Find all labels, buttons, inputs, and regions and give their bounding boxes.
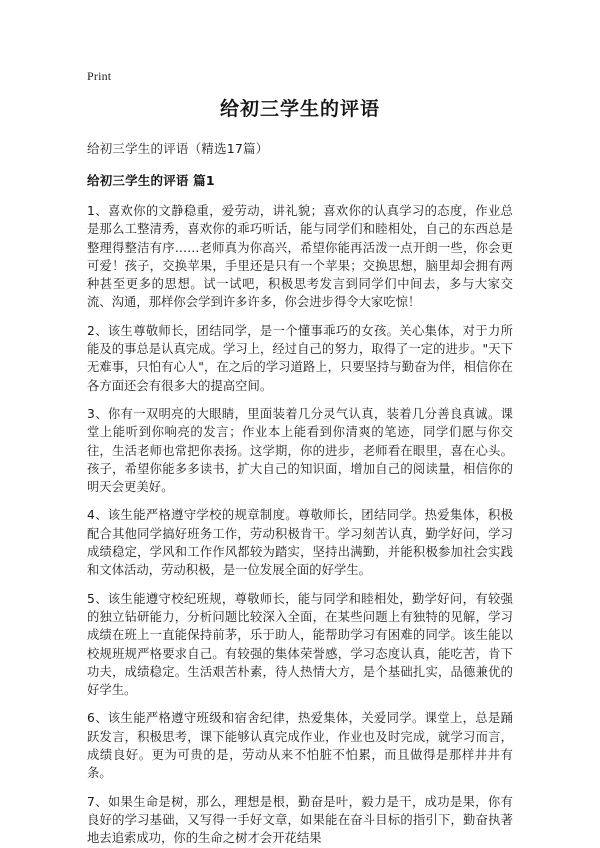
section-heading: 给初三学生的评语 篇1 <box>87 173 215 188</box>
document-subtitle: 给初三学生的评语（精选17篇） <box>87 141 269 156</box>
paragraph: 7、如果生命是树，那么，理想是根，勤奋是叶，毅力是干，成功是果，你有良好的学习基础，又写得一手好文章，如果能在奋斗目标的指引下，勤奋执著地去追索成功，你的生命之树才会开花结果 <box>87 794 513 846</box>
paragraph: 4、该生能严格遵守学校的规章制度。尊敬师长，团结同学。热爱集体，积极配合其他同学搞好班务工作，劳动积极肯干。学习刻苦认真，勤学好问，学习成绩稳定，学风和工作作风都较为踏实，坚持出满勤，并能积极参加社会实践和文体活动，劳动积极，是一位发展全面的好学生。 <box>87 508 513 578</box>
document-content <box>87 96 513 848</box>
page-title: 给初三学生的评语 <box>219 98 380 120</box>
paragraph: 3、你有一双明亮的大眼睛，里面装着几分灵气认真，装着几分善良真诚。课堂上能听到你响亮的发言；作业本上能看到你清爽的笔迹，同学们愿与你交往，生活老师也常把你表扬。这学期，你的进步，老师看在眼里，喜在心头。孩子，希望你能多多读书，扩大自己的知识面，增加自己的阅读量，相信你的明天会更美好。 <box>87 406 513 495</box>
paragraph-list <box>87 202 513 848</box>
paragraph: 2、该生尊敬师长，团结同学，是一个懂事乖巧的女孩。关心集体，对于力所能及的事总是认真完成。学习上，经过自己的努力，取得了一定的进步。"天下无难事，只怕有心人"，在之后的学习道路上，只要坚持与勤奋为伴，相信你在各方面还会有很多大的提高空间。 <box>87 323 513 393</box>
print-link[interactable]: Print <box>87 69 112 83</box>
paragraph: 1、喜欢你的文静稳重，爱劳动，讲礼貌；喜欢你的认真学习的态度，作业总是那么工整清秀，喜欢你的乖巧听话，能与同学们和睦相处，自己的东西总是整理得整洁有序……老师真为你高兴，希望你能再活泼一点开朗一些，你会更可爱！孩子，交换苹果，手里还是只有一个苹果；交换思想，脑里却会拥有两种甚至更多的思想。试一试吧，积极思考发言到同学们中间去，多与大家交流、沟通，那样你会学到许多许多，你会进步得令大家吃惊！ <box>87 204 513 310</box>
paragraph: 5、该生能遵守校纪班规，尊敬师长，能与同学和睦相处，勤学好问，有较强的独立钻研能力，分析问题比较深入全面，在某些问题上有独特的见解，学习成绩在班上一直能保持前茅，乐于助人，能帮助学习有困难的同学。该生能以校规班规严格要求自己。有较强的集体荣誉感，学习态度认真，能吃苦，肯下功夫，成绩稳定。生活艰苦朴素，待人热情大方，是个基础扎实，品德兼优的好学生。 <box>87 591 513 698</box>
paragraph: 6、该生能严格遵守班级和宿舍纪律，热爱集体，关爱同学。课堂上，总是踊跃发言，积极思考，课下能够认真完成作业，作业也及时完成，就学习而言，成绩良好。更为可贵的是，劳动从来不怕脏不怕累，而且做得是那样井井有条。 <box>87 711 513 781</box>
